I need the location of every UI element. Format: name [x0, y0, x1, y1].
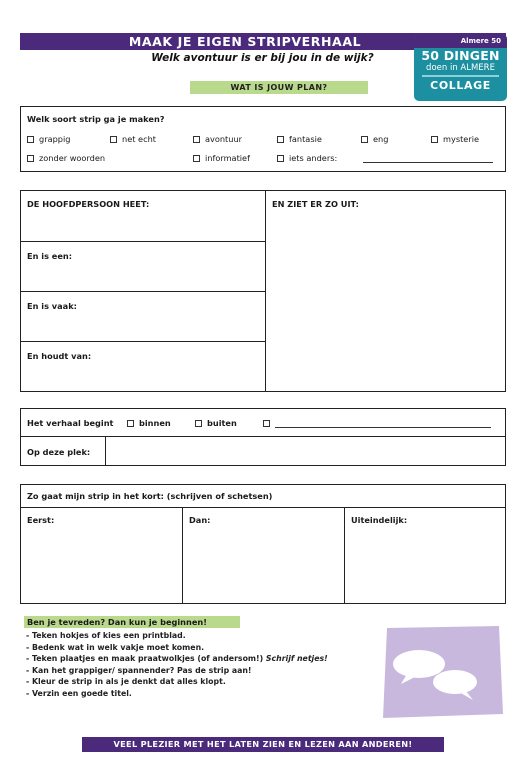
divider [21, 436, 505, 437]
option-label: net echt [122, 134, 156, 144]
other-write-line[interactable] [275, 427, 491, 428]
checkbox[interactable] [27, 155, 34, 162]
checkbox[interactable] [431, 136, 438, 143]
often-label: En is vaak: [27, 301, 77, 311]
option-other[interactable] [263, 418, 275, 428]
page-title: MAAK JE EIGEN STRIPVERHAAL [20, 33, 506, 50]
divider [21, 507, 505, 508]
list-item [26, 653, 328, 665]
checkbox[interactable] [27, 136, 34, 143]
strip-type-question: Welk soort strip ga je maken? [27, 114, 165, 124]
begins-label: Het verhaal begint [27, 418, 114, 428]
checkbox[interactable] [277, 155, 284, 162]
option-mysterie[interactable] [431, 134, 479, 144]
place-label: Op deze plek: [27, 447, 91, 457]
checkbox[interactable] [277, 136, 284, 143]
checkbox[interactable] [361, 136, 368, 143]
option-label: grappig [39, 134, 71, 144]
looks-label: EN ZIET ER ZO UIT: [272, 199, 359, 209]
summary-heading: Zo gaat mijn strip in het kort: (schrijven of schetsen) [27, 491, 273, 501]
option-grappig[interactable] [27, 134, 70, 144]
logo-line3: COLLAGE [430, 79, 491, 92]
tips-heading: Ben je tevreden? Dan kun je beginnen! [24, 616, 240, 628]
checkbox[interactable] [127, 420, 134, 427]
option-label: mysterie [443, 134, 480, 144]
checkbox[interactable] [193, 155, 200, 162]
option-informatief[interactable] [193, 153, 250, 163]
option-binnen[interactable] [127, 418, 171, 428]
option-label: avontuur [205, 134, 243, 144]
option-label: eng [373, 134, 389, 144]
summary-section [20, 484, 506, 604]
option-label: binnen [139, 418, 171, 428]
option-net-echt[interactable] [110, 134, 156, 144]
logo-tag: Almere 50 [414, 34, 507, 48]
speech-bubbles-icon [379, 624, 505, 720]
is-label: En is een: [27, 251, 73, 261]
list-item: - Verzin een goede titel. [26, 688, 132, 698]
option-eng[interactable] [361, 134, 388, 144]
logo-line1: 50 DINGEN [421, 48, 500, 63]
option-avontuur[interactable] [193, 134, 242, 144]
page-subtitle: Welk avontuur is er bij jou in de wijk? [151, 52, 374, 64]
strip-type-section [20, 106, 506, 172]
option-label: fantasie [289, 134, 322, 144]
likes-label: En houdt van: [27, 351, 92, 361]
finally-label: Uiteindelijk: [351, 515, 408, 525]
checkbox[interactable] [110, 136, 117, 143]
logo-divider [422, 75, 499, 77]
story-start-section [20, 408, 506, 466]
then-label: Dan: [189, 515, 211, 525]
iets-anders-write-line[interactable] [363, 162, 493, 163]
character-section [20, 190, 506, 392]
option-label: zonder woorden [39, 153, 106, 163]
divider [21, 241, 265, 242]
tips-list [26, 630, 328, 700]
footer-banner: VEEL PLEZIER MET HET LATEN ZIEN EN LEZEN AAN ANDEREN! [82, 737, 444, 752]
option-buiten[interactable] [195, 418, 237, 428]
option-label: iets anders: [289, 153, 338, 163]
option-iets-anders[interactable] [277, 153, 337, 163]
list-item: - Kleur de strip in als je denkt dat alles klopt. [26, 677, 226, 687]
first-label: Eerst: [27, 515, 55, 525]
list-item-italic: Schrijf netjes! [265, 654, 328, 664]
divider [105, 436, 106, 465]
list-item-text: - Teken plaatjes en maak praatwolkjes (of andersom!) [26, 654, 264, 664]
plan-heading: WAT IS JOUW PLAN? [190, 81, 368, 94]
divider [265, 191, 266, 391]
list-item: - Bedenk wat in welk vakje moet komen. [26, 642, 205, 652]
name-label: DE HOOFDPERSOON HEET: [27, 199, 150, 209]
checkbox[interactable] [195, 420, 202, 427]
checkbox[interactable] [263, 420, 270, 427]
divider [344, 507, 345, 603]
divider [21, 341, 265, 342]
list-item: - Kan het grappiger/ spannender? Pas de strip aan! [26, 665, 252, 675]
divider [182, 507, 183, 603]
option-label: informatief [205, 153, 250, 163]
list-item: - Teken hokjes of kies een printblad. [26, 631, 186, 640]
divider [21, 291, 265, 292]
checkbox[interactable] [193, 136, 200, 143]
logo-50-dingen [414, 34, 507, 101]
option-zonder-woorden[interactable] [27, 153, 105, 163]
logo-line2: doen in ALMERE [426, 63, 495, 73]
option-label: buiten [207, 418, 237, 428]
option-fantasie[interactable] [277, 134, 322, 144]
